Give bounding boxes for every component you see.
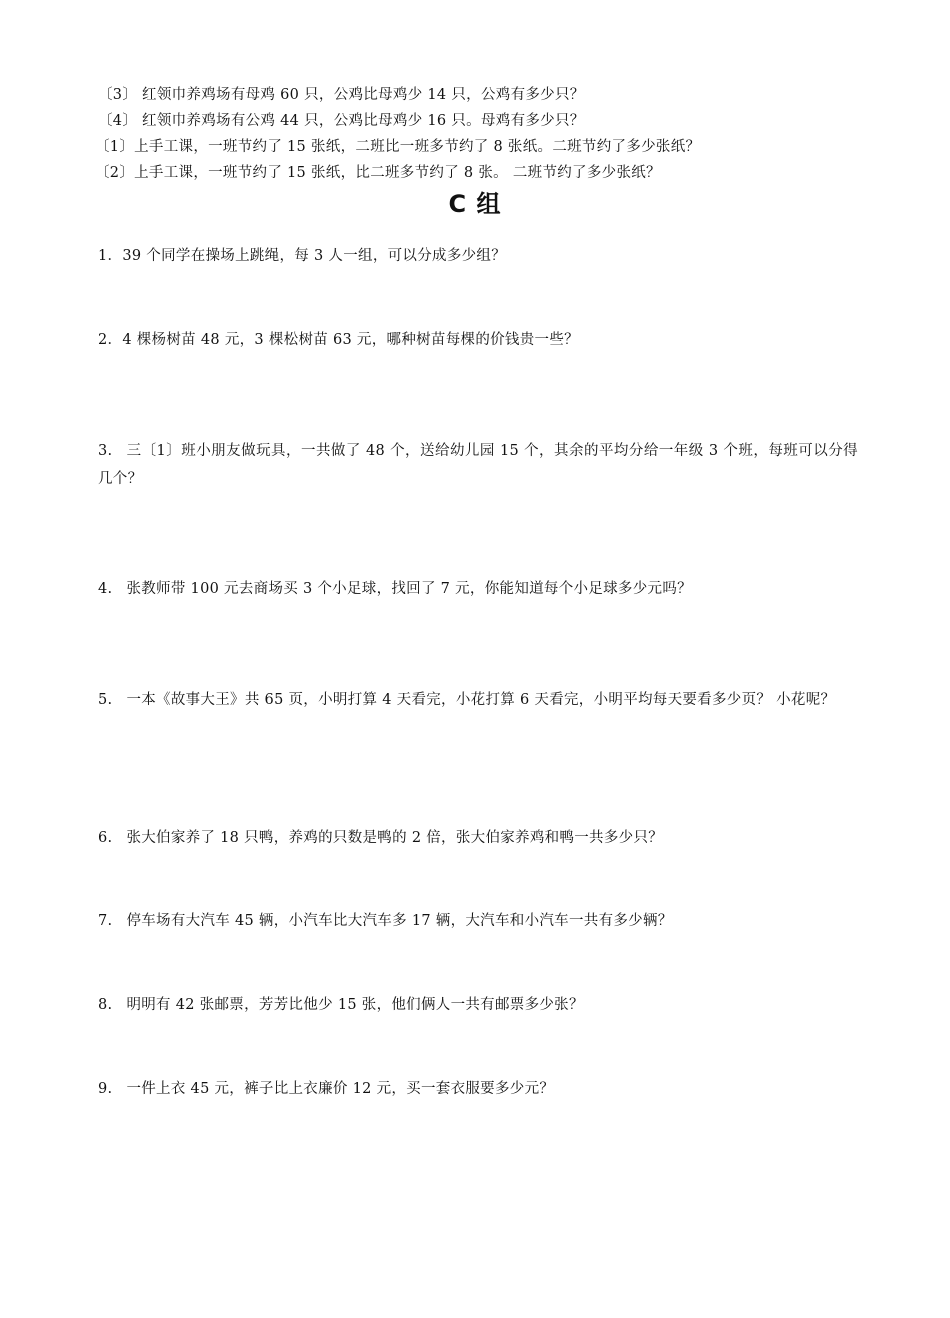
question-number: 3. bbox=[98, 443, 113, 459]
question-number: 6. bbox=[98, 830, 113, 846]
question-1 bbox=[98, 243, 506, 269]
question-number: 1． bbox=[98, 248, 123, 264]
question-5 bbox=[98, 686, 858, 714]
question-number: 8. bbox=[98, 997, 113, 1013]
question-2 bbox=[98, 327, 579, 353]
question-number: 7. bbox=[98, 913, 113, 929]
question-4 bbox=[98, 576, 692, 602]
question-text: 三〔1〕班小朋友做玩具，一共做了 48 个，送给幼儿园 15 个，其余的平均分给一年级 3 个班，每班可以分得几个？ bbox=[98, 443, 858, 487]
question-text: 张教师带 100 元去商场买 3 个小足球，找回了 7 元，你能知道每个小足球多少元吗？ bbox=[126, 581, 692, 597]
problem-3-chickens: 〔3〕 红领巾养鸡场有母鸡 60 只，公鸡比母鸡少 14 只，公鸡有多少只？ bbox=[98, 87, 585, 103]
question-number: 5. bbox=[98, 692, 113, 708]
question-text: 一件上衣 45 元，裤子比上衣廉价 12 元，买一套衣服要多少元？ bbox=[126, 1081, 555, 1097]
problem-2-paper: 〔2〕上手工课，一班节约了 15 张纸，比二班多节约了 8 张。 二班节约了多少张纸？ bbox=[95, 165, 661, 181]
question-3 bbox=[98, 437, 858, 493]
problem-4-chickens: 〔4〕 红领巾养鸡场有公鸡 44 只，公鸡比母鸡少 16 只。母鸡有多少只？ bbox=[98, 113, 585, 129]
question-text: 一本《故事大王》共 65 页，小明打算 4 天看完，小花打算 6 天看完，小明平均每天要看多少页？ 小花呢？ bbox=[126, 692, 836, 708]
section-title: C 组 bbox=[448, 190, 502, 218]
question-7 bbox=[98, 908, 673, 934]
question-9 bbox=[98, 1076, 554, 1102]
question-number: 2． bbox=[98, 332, 123, 348]
question-number: 4. bbox=[98, 581, 113, 597]
question-text: 4 棵杨树苗 48 元，3 棵松树苗 63 元，哪种树苗每棵的价钱贵一些？ bbox=[122, 332, 579, 348]
question-number: 9. bbox=[98, 1081, 113, 1097]
problem-1-paper: 〔1〕上手工课，一班节约了 15 张纸，二班比一班多节约了 8 张纸。二班节约了多少张纸？ bbox=[95, 139, 701, 155]
question-8 bbox=[98, 992, 584, 1018]
question-text: 张大伯家养了 18 只鸭，养鸡的只数是鸭的 2 倍，张大伯家养鸡和鸭一共多少只？ bbox=[126, 830, 664, 846]
question-text: 明明有 42 张邮票，芳芳比他少 15 张，他们俩人一共有邮票多少张？ bbox=[126, 997, 584, 1013]
question-6 bbox=[98, 825, 663, 851]
question-text: 39 个同学在操场上跳绳，每 3 人一组，可以分成多少组？ bbox=[122, 248, 507, 264]
question-text: 停车场有大汽车 45 辆，小汽车比大汽车多 17 辆，大汽车和小汽车一共有多少辆？ bbox=[126, 913, 673, 929]
